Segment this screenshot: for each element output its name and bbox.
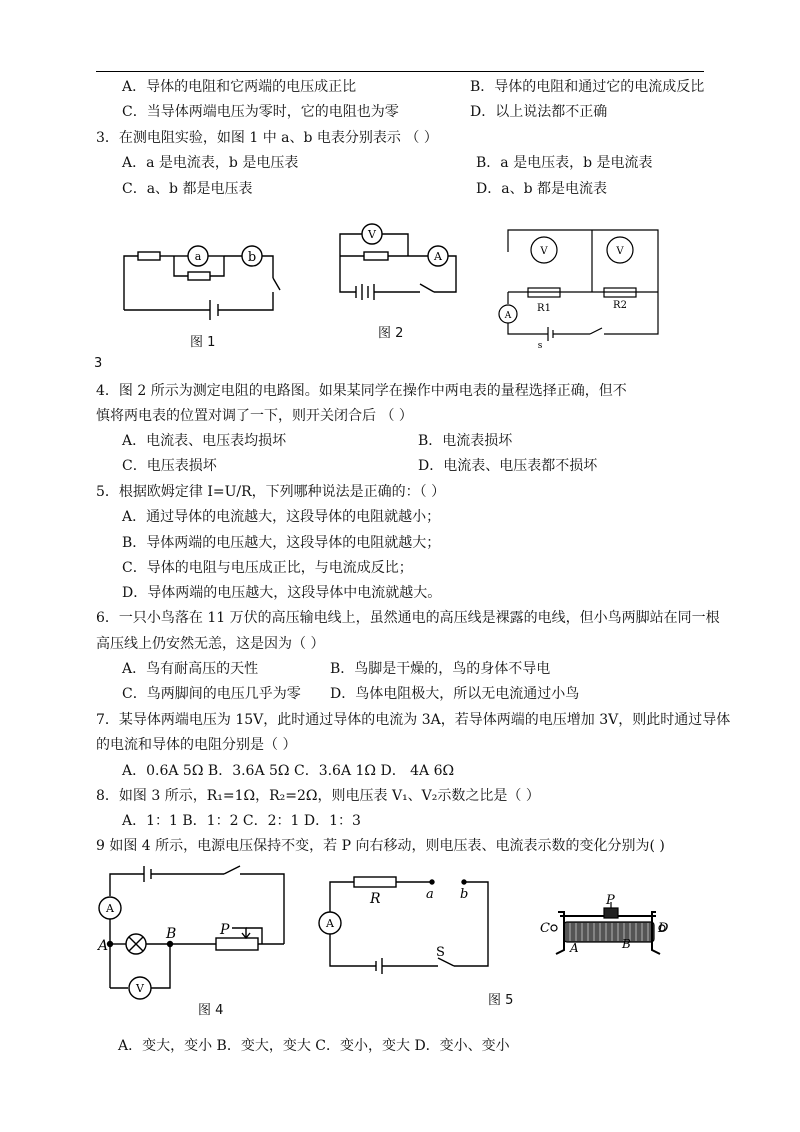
q6-option-d: D．鸟体电阻极大，所以无电流通过小鸟 (330, 686, 580, 702)
q6-stem-line2: 高压线上仍安然无恙，这是因为（ ） (96, 636, 325, 652)
q6-stem-line1: 6．一只小鸟落在 11 万伏的高压输电线上，虽然通电的高压线是裸露的电线，但小鸟两脚站在同一根 (96, 610, 720, 626)
rheostat-d-label: D (658, 921, 669, 936)
fig3-meter-v2-label: V (616, 246, 624, 257)
q6-option-c: C．鸟两脚间的电压几乎为零 (122, 686, 301, 702)
fig1-meter-a-label: a (194, 250, 202, 263)
q6-option-a: A．鸟有耐高压的天性 (122, 661, 259, 677)
q4-option-b: B．电流表损坏 (418, 433, 513, 449)
q4-option-a: A．电流表、电压表均损坏 (122, 433, 287, 449)
fig3-r2-label: R2 (613, 300, 627, 311)
fig3-switch-label: s (537, 341, 543, 351)
fig3-r1-label: R1 (537, 303, 551, 314)
fig5-terminal-a-label: a (426, 887, 434, 902)
header-rule (96, 71, 704, 72)
figure-4-circuit (96, 862, 296, 1007)
fig5-switch-label: S (436, 945, 445, 960)
q9-stem: 9 如图 4 所示，电源电压保持不变，若 P 向右移动，则电压表、电流表示数的变化分别为( ) (96, 838, 665, 854)
q5-option-b: B．导体两端的电压越大，这段导体的电阻就越大； (122, 535, 441, 551)
fig5-resistor-r-label: R (370, 891, 381, 907)
figure-4-caption: 图 4 (198, 1003, 224, 1018)
fig5-meter-a-label: A (326, 917, 334, 930)
q5-option-d: D．导体两端的电压越大，这段导体中电流就越大。 (122, 585, 442, 601)
figure-3-caption: 3 (94, 356, 103, 371)
q4-stem-line2: 慎将两电表的位置对调了一下，则开关闭合后 （ ） (96, 408, 413, 424)
figure-1-caption: 图 1 (190, 335, 216, 350)
q4-stem-line1: 4．图 2 所示为测定电阻的电路图。如果某同学在操作中两电表的量程选择正确，但不 (96, 383, 627, 399)
q2-option-d: D．以上说法都不正确 (470, 104, 608, 120)
q2-option-b: B．导体的电阻和通过它的电流成反比 (470, 79, 705, 95)
q7-options: A．0.6A 5Ω B．3.6A 5Ω C．3.6A 1Ω D． 4A 6Ω (122, 763, 455, 779)
figure-2-circuit (334, 222, 464, 302)
fig3-meter-v1-label: V (540, 246, 548, 257)
fig2-meter-a-label: A (434, 250, 442, 263)
q5-stem: 5．根据欧姆定律 I=U/R，下列哪种说法是正确的：（ ） (96, 484, 446, 500)
figure-3-circuit (496, 226, 664, 350)
figure-1-circuit (118, 234, 293, 320)
fig4-meter-a-label: A (106, 902, 114, 915)
q8-stem: 8．如图 3 所示，R₁=1Ω，R₂=2Ω，则电压表 V₁、V₂示数之比是（ ） (96, 788, 540, 804)
fig4-slider-p-label: P (220, 922, 230, 938)
rheostat-b-label: B (622, 937, 631, 951)
figure-5-caption: 图 5 (488, 993, 514, 1008)
fig1-meter-b-label: b (247, 250, 257, 265)
figure-2-caption: 图 2 (378, 326, 404, 341)
q6-option-b: B．鸟脚是干燥的，鸟的身体不导电 (330, 661, 551, 677)
q3-option-b: B．a 是电压表，b 是电流表 (476, 155, 653, 171)
fig3-meter-a-label: A (504, 311, 512, 321)
q2-option-c: C．当导体两端电压为零时，它的电阻也为零 (122, 104, 399, 120)
q7-stem-line1: 7．某导体两端电压为 15V，此时通过导体的电流为 3A，若导体两端的电压增加 3V，则此时通过导体 (96, 712, 731, 728)
fig4-point-b-label: B (166, 926, 177, 942)
q5-option-c: C．导体的电阻与电压成正比，与电流成反比； (122, 560, 413, 576)
fig4-meter-v-label: V (136, 982, 144, 995)
q3-option-a: A．a 是电流表，b 是电压表 (122, 155, 299, 171)
rheostat-picture (540, 894, 670, 960)
q2-option-a: A．导体的电阻和它两端的电压成正比 (122, 79, 357, 95)
q8-options: A．1：1 B．1：2 C．2：1 D．1：3 (122, 813, 361, 829)
q3-option-d: D．a、b 都是电流表 (476, 181, 607, 197)
q4-option-d: D．电流表、电压表都不损坏 (418, 458, 598, 474)
fig2-meter-v-label: V (368, 228, 376, 241)
q5-option-a: A．通过导体的电流越大，这段导体的电阻就越小； (122, 509, 441, 525)
q3-option-c: C．a、b 都是电压表 (122, 181, 253, 197)
q4-option-c: C．电压表损坏 (122, 458, 217, 474)
q7-stem-line2: 的电流和导体的电阻分别是（ ） (96, 737, 297, 753)
q3-stem: 3．在测电阻实验，如图 1 中 a、b 电表分别表示 （ ） (96, 130, 438, 146)
rheostat-p-label: P (606, 893, 615, 908)
figure-5-circuit (318, 870, 498, 975)
fig4-point-a-label: A (98, 938, 109, 954)
fig5-terminal-b-label: b (460, 887, 469, 902)
rheostat-a-label: A (570, 941, 579, 955)
q9-options: A．变大，变小 B．变大，变大 C．变小，变大 D．变小、变小 (118, 1038, 510, 1054)
rheostat-c-label: C (540, 921, 550, 936)
